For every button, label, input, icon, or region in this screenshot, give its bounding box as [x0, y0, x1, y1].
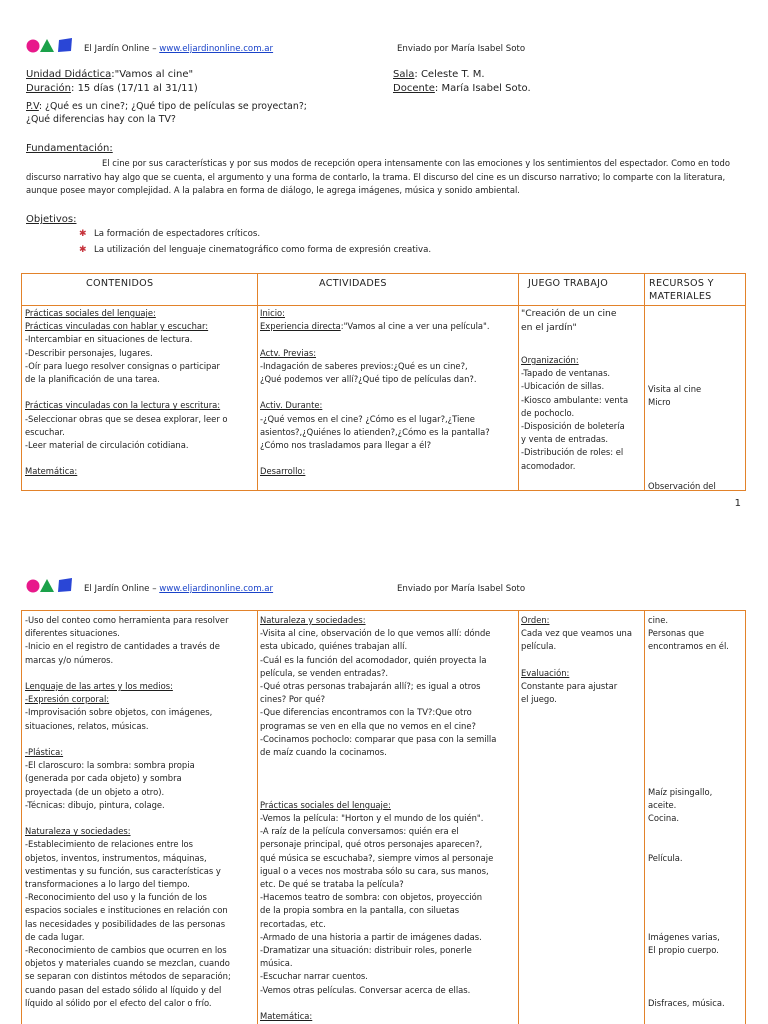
actividad-line: -Qué otras personas trabajarán allí?; es igual a otros [260, 681, 481, 692]
sent-by: Enviado por María Isabel Soto [397, 584, 526, 594]
actividad-line: -Cocinamos pochoclo: comparar que pasa con la semilla [260, 733, 497, 744]
fundamentacion-text: El cine por sus características y por sus modos de recepción opera intensamente con las emociones y los sentimientos del espectador. Como en todo discurso narrativo hay algo que se cuenta, el argumento y una forma de contarlo, la trama. El discurso del cine es un discurso narrativo; lo comparte con la literatura, aunque posee mayor complejidad. A la palabra en forma de diálogo, le agrega imágenes, música y sonido ambiental. [26, 158, 730, 196]
objetivo-item: ✱ La formación de espectadores críticos. [79, 229, 261, 239]
recursos-cell-bottom: Observación del [648, 481, 716, 491]
contenido-line: Prácticas sociales del lenguaje: [25, 308, 156, 318]
contenido-line: objetos, inventos, instrumentos, máquinas, [25, 852, 207, 863]
recurso-line [648, 865, 746, 878]
actividad-line [260, 759, 516, 772]
page-gap [0, 514, 768, 566]
col-header-actividades: ACTIVIDADES [319, 278, 387, 289]
contenidos-cell [25, 614, 257, 1010]
juego-line: Cada vez que veamos una [521, 628, 632, 639]
recursos-cell: Visita al cine Micro [648, 384, 702, 408]
actividad-line: igual o a veces nos mostraba sólo su cara, sus manos, [260, 865, 489, 876]
contenido-line [25, 733, 257, 746]
juego-line: -Tapado de ventanas. [521, 368, 611, 379]
actividad-line: etc. De qué se trataba la película? [260, 879, 404, 890]
contenido-line: diferentes situaciones. [25, 628, 120, 639]
contenido-line [25, 667, 257, 680]
contenido-line: cuando pasan del estado sólido al líquido y del [25, 984, 222, 995]
actividad-line: de maíz cuando la cocinamos. [260, 747, 387, 758]
contenido-line: -Leer material de circulación cotidiana. [25, 440, 189, 451]
unidad-line: Unidad Didáctica:"Vamos al cine" [26, 69, 194, 80]
actividad-line: Experiencia directa:"Vamos al cine a ver una película". [260, 321, 490, 332]
contenido-line: -Oír para luego resolver consignas o participar [25, 360, 220, 371]
recurso-line: Maíz pisingallo, [648, 786, 713, 797]
recurso-line [648, 891, 746, 904]
actividades-cell [260, 307, 516, 479]
document-page-2 [0, 566, 768, 1024]
juego-line: -Disposición de boletería [521, 421, 625, 432]
site-credit: El Jardín Online – www.eljardinonline.com.ar [84, 584, 274, 594]
recurso-line: Imágenes varias, [648, 931, 720, 942]
col-header-juego: JUEGO TRABAJO [528, 278, 609, 289]
recurso-line: Personas que [648, 628, 705, 639]
contenido-line: -Plástica: [25, 747, 64, 758]
actividad-line: -Indagación de saberes previos:¿Qué es un cine?, [260, 360, 468, 371]
actividad-line: -Dramatizar una situación: distribuir roles, ponerle [260, 945, 472, 956]
pv-line: P.V: ¿Qué es un cine?; ¿Qué tipo de películas se proyectan?; [26, 101, 307, 112]
contenido-line: de cada lugar. [25, 931, 85, 942]
recurso-line [648, 838, 746, 851]
actividad-line: recortadas, etc. [260, 918, 326, 929]
objetivos-title: Objetivos: [26, 214, 77, 225]
recurso-line [648, 654, 746, 667]
recurso-line [648, 772, 746, 785]
contenido-line: -Reconocimiento de cambios que ocurren en los [25, 945, 227, 956]
actividad-line: ¿Qué podemos ver allí?¿Qué tipo de películas dan?. [260, 374, 477, 385]
juego-line: Constante para ajustar [521, 681, 618, 692]
actividad-line [260, 386, 516, 399]
site-credit: El Jardín Online – www.eljardinonline.com.ar [84, 44, 274, 54]
recurso-line [648, 970, 746, 983]
recurso-line [648, 706, 746, 719]
recurso-line [648, 759, 746, 772]
recurso-line [648, 918, 746, 931]
actividad-line: -A raíz de la película conversamos: quién era el [260, 826, 459, 837]
site-link[interactable]: www.eljardinonline.com.ar [159, 584, 274, 594]
docente-line: Docente: María Isabel Soto. [393, 83, 531, 94]
recurso-line [648, 878, 746, 891]
contenido-line: Lenguaje de las artes y los medios: [25, 681, 173, 692]
juego-line: Orden: [521, 615, 550, 625]
actividad-line: Actv. Previas: [260, 347, 317, 358]
sent-by: Enviado por María Isabel Soto [397, 44, 526, 54]
juego-line: -Ubicación de sillas. [521, 381, 605, 392]
actividad-line: Matemática: [260, 1011, 313, 1022]
juego-title: "Creación de un cine en el jardín" [521, 308, 617, 333]
contenido-line: -Uso del conteo como herramienta para resolver [25, 615, 229, 625]
contenido-line: Naturaleza y sociedades: [25, 826, 131, 837]
recurso-line [648, 693, 746, 706]
recurso-line [648, 984, 746, 997]
juego-line: el juego. [521, 694, 557, 705]
recursos-cell [648, 614, 746, 1010]
duracion-line: Duración: 15 días (17/11 al 31/11) [26, 83, 198, 94]
contenido-line: líquido al sólido por el efecto del calor o frío. [25, 997, 212, 1008]
actividad-line: ¿Cómo nos trasladamos para llegar a él? [260, 440, 432, 451]
actividad-line: Prácticas sociales del lenguaje: [260, 799, 391, 810]
actividad-line: -Vemos otras películas. Conversar acerca de ellas. [260, 984, 471, 995]
actividad-line [260, 997, 516, 1010]
actividad-line: -Cuál es la función del acomodador, quién proyecta la [260, 654, 487, 665]
recurso-line [648, 746, 746, 759]
site-link[interactable]: www.eljardinonline.com.ar [159, 44, 274, 54]
contenido-line: vestimentas y su función, sus características y [25, 865, 221, 876]
contenido-line: -Seleccionar obras que se desea explorar, leer o [25, 413, 228, 424]
actividad-line [260, 452, 516, 465]
contenido-line: transformaciones a lo largo del tiempo. [25, 879, 190, 890]
recurso-line: encontramos en él. [648, 641, 729, 652]
actividad-line: -Vemos la película: "Horton y el mundo de los quién". [260, 813, 484, 824]
juego-line: acomodador. [521, 460, 576, 471]
col-header-recursos: RECURSOS Y MATERIALES [649, 278, 714, 302]
contenido-line: situaciones, relatos, músicas. [25, 720, 149, 731]
contenido-line: se separan con distintos métodos de separación; [25, 971, 231, 982]
contenido-line: espacios sociales e instituciones en relación con [25, 905, 228, 916]
contenido-line: las necesidades y posibilidades de las personas [25, 918, 226, 929]
objetivo-item: ✱ La utilización del lenguaje cinematográfico como forma de expresión creativa. [79, 245, 432, 255]
actividad-line: -¿Qué vemos en el cine? ¿Cómo es el lugar?,¿Tiene [260, 413, 475, 424]
contenido-line: -Improvisación sobre objetos, con imágenes, [25, 707, 213, 718]
recurso-line [648, 680, 746, 693]
contenido-line: -Intercambiar en situaciones de lectura. [25, 334, 193, 345]
actividad-line: -Hacemos teatro de sombra: con objetos, proyección [260, 892, 483, 903]
contenido-line: -Técnicas: dibujo, pintura, colage. [25, 799, 165, 810]
contenido-line: proyectada (de un objeto a otro). [25, 786, 165, 797]
actividad-line: esta ubicado, quiénes trabajan allí. [260, 641, 408, 652]
page-header [26, 36, 746, 54]
juego-line: Evaluación: [521, 667, 570, 678]
flower-bullet-icon: ✱ [79, 229, 87, 239]
contenido-line: objetos y materiales cuando se mezclan, cuando [25, 958, 230, 969]
planning-table [21, 273, 746, 491]
contenido-line: -El claroscuro: la sombra: sombra propia [25, 760, 195, 771]
recurso-line [648, 720, 746, 733]
actividad-line: -Armado de una historia a partir de imágenes dadas. [260, 931, 482, 942]
flower-bullet-icon: ✱ [79, 245, 87, 255]
shapes-logo-icon [26, 36, 86, 54]
juego-line: -Distribución de roles: el [521, 447, 624, 458]
contenido-line [25, 812, 257, 825]
contenido-line: de la planificación de una tarea. [25, 374, 160, 385]
contenido-line: marcas y/o números. [25, 654, 114, 665]
contenidos-cell [25, 307, 255, 479]
actividad-line [260, 786, 516, 799]
planning-table-continued [21, 610, 746, 1024]
actividad-line: asientos?,¿Quiénes lo atienden?,¿Cómo es la pantalla? [260, 426, 490, 437]
recurso-line [648, 667, 746, 680]
actividad-line: Naturaleza y sociedades: [260, 615, 366, 625]
contenido-line: escuchar. [25, 426, 65, 437]
sala-line: Sala: Celeste T. M. [393, 69, 485, 80]
actividad-line: Desarrollo: [260, 466, 306, 477]
contenido-line: -Establecimiento de relaciones entre los [25, 839, 194, 850]
actividad-line: programas se ven en ella que no vemos en el cine? [260, 720, 476, 731]
contenido-line: -Reconocimiento del uso y la función de los [25, 892, 207, 903]
shapes-logo-icon [26, 576, 86, 594]
recurso-line [648, 733, 746, 746]
contenido-line: -Describir personajes, lugares. [25, 347, 153, 358]
contenido-line: -Inicio en el registro de cantidades a través de [25, 641, 220, 652]
actividad-line: de la propia sombra en la pantalla, con siluetas [260, 905, 460, 916]
actividad-line: personaje principal, qué otros personajes aparecen?, [260, 839, 483, 850]
contenido-line: Prácticas vinculadas con hablar y escuchar: [25, 321, 209, 332]
juego-line [521, 654, 643, 667]
recurso-line [648, 957, 746, 970]
contenido-line: (generada por cada objeto) y sombra [25, 773, 182, 784]
actividad-line [260, 772, 516, 785]
page-number: 1 [734, 498, 741, 509]
juego-line: y venta de entradas. [521, 434, 609, 445]
col-header-contenidos: CONTENIDOS [86, 278, 154, 289]
recurso-line: Disfraces, música. [648, 997, 725, 1008]
contenido-line: Prácticas vinculadas con la lectura y escritura: [25, 400, 221, 411]
juego-line: de pochoclo. [521, 407, 575, 418]
juego-line: -Kiosco ambulante: venta [521, 394, 629, 405]
recurso-line: cine. [648, 615, 669, 625]
actividades-cell [260, 614, 516, 1023]
juego-cell [521, 614, 643, 706]
actividad-line: película, se venden entradas?. [260, 667, 389, 678]
contenido-line [25, 386, 255, 399]
recurso-line [648, 904, 746, 917]
actividad-line: Inicio: [260, 308, 285, 318]
juego-line: película. [521, 641, 557, 652]
contenido-line: -Expresión corporal: [25, 694, 110, 705]
recurso-line: Cocina. [648, 813, 680, 824]
actividad-line: -Visita al cine, observación de lo que vemos allí: dónde [260, 628, 491, 639]
page-header [26, 576, 746, 594]
pv-line-2: ¿Qué diferencias hay con la TV? [26, 114, 176, 125]
actividad-line: Activ. Durante: [260, 400, 323, 411]
actividad-line: -Escuchar narrar cuentos. [260, 971, 368, 982]
actividad-line: -Que diferencias encontramos con la TV?:Que otro [260, 707, 472, 718]
juego-line: Organización: [521, 355, 579, 365]
recurso-line: Película. [648, 852, 683, 863]
actividad-line: cines? Por qué? [260, 694, 326, 705]
recurso-line [648, 825, 746, 838]
recurso-line: El propio cuerpo. [648, 945, 719, 956]
actividad-line: música. [260, 958, 293, 969]
contenido-line [25, 452, 255, 465]
fundamentacion-title: Fundamentación: [26, 143, 113, 154]
recurso-line: aceite. [648, 799, 677, 810]
juego-cell [521, 354, 643, 473]
contenido-line: Matemática: [25, 466, 78, 477]
actividad-line [260, 333, 516, 346]
actividad-line: qué música se escuchaba?, siempre vimos al personaje [260, 852, 494, 863]
